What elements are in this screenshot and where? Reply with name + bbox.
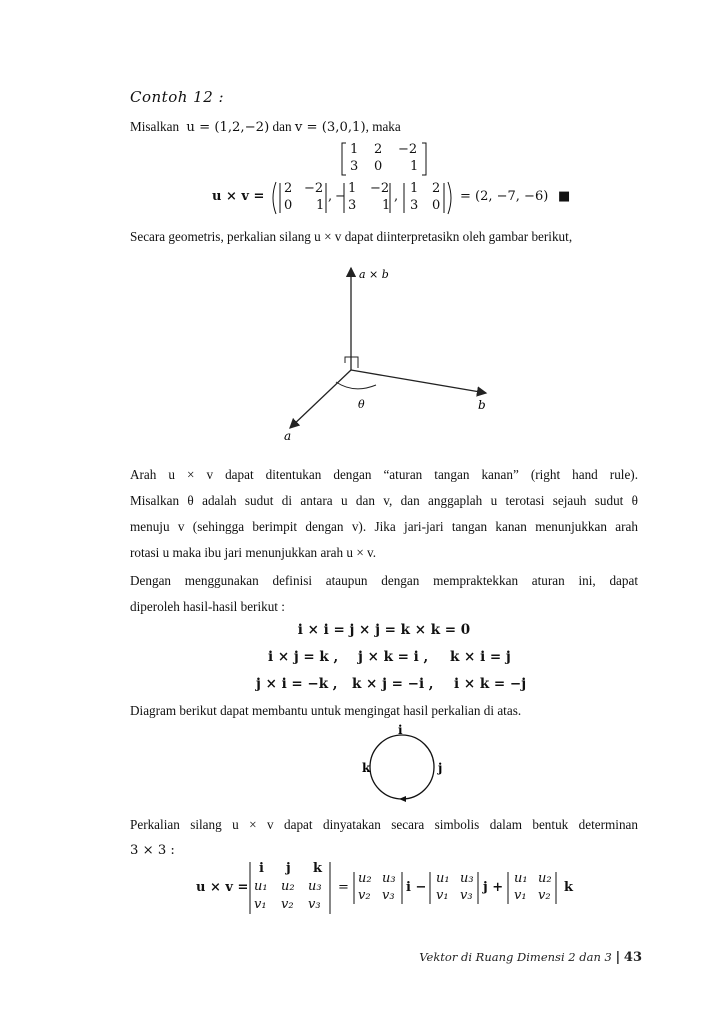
det-cell: u₁ [254,879,268,894]
cycle-label-i: i [398,723,403,737]
cycle-circle [370,735,434,799]
b-vector [351,370,486,393]
det-cell: u₁ [514,871,528,886]
det-lhs: u × v = [196,880,249,895]
identity-jxi: j × i = −k , [256,676,338,692]
det-cell: 0 [284,198,293,213]
det-cell: −2 [370,181,390,196]
identity-line-1: i × i = j × j = k × k = 0 [297,622,471,638]
det-cell: v₂ [358,888,371,903]
intro-prefix: Misalkan [130,119,180,134]
u-definition: u = (1,2,−2) [186,120,270,135]
para-rhr-line2: Misalkan θ adalah sudut di antara u dan v, dan anggaplah u terotasi sejauh sudut θ [130,493,638,508]
det-cell: v₂ [281,897,294,912]
identity-kxj: k × j = −i , [352,676,434,692]
determinant-formula [196,860,596,916]
det-cell: v₃ [382,888,395,903]
det-cell: 3 [410,198,419,213]
det-cell: −2 [304,181,324,196]
det-cell: u₁ [436,871,450,886]
det-cell: u₂ [281,879,295,894]
det-cell: u₃ [382,871,396,886]
ijk-cycle-diagram [350,722,460,810]
det-cell: u₃ [460,871,474,886]
para-determinant-line2: 3 × 3 : [130,843,175,858]
det-sep: , [394,189,399,204]
cross-result-value: = (2, −7, −6) [460,189,549,204]
det-cell: 1 [410,181,419,196]
label-a: a [284,429,292,443]
det-cell: u₂ [538,871,552,886]
det-cell: 1 [316,198,325,213]
cross-product-result [212,180,592,216]
v-definition: v = (3,0,1) [294,120,366,135]
identity-ixk: i × k = −j [454,676,527,692]
det-cell-k: k [313,861,323,876]
det-minus: − [335,189,346,204]
matrix-cell: 1 [350,142,359,157]
para-diagram-intro: Diagram berikut dapat membantu untuk mengingat hasil perkalian di atas. [130,703,522,718]
para-rhr-line3: menuju v (sehingga berimpit dengan v). Jika jari-jari tangan kanan menunjukkan arah [130,519,638,534]
matrix-cell: 1 [410,159,419,174]
intro-suffix: , maka [365,119,401,134]
matrix-cell: −2 [398,142,418,157]
para-rhr-line4: rotasi u maka ibu jari menunjukkan arah u × v. [130,545,377,560]
det-cell: v₃ [308,897,321,912]
label-b: b [478,398,486,412]
det-term-j: j + [483,880,504,895]
det-cell: 2 [284,181,293,196]
cross-product-figure [270,258,510,448]
identity-kxi: k × i = j [450,649,511,665]
matrix-cell: 3 [350,159,359,174]
identity-ixj: i × j = k , [268,649,339,665]
det-cell: v₁ [514,888,527,903]
det-cell: 3 [348,198,357,213]
a-vector [290,370,351,428]
cycle-label-j: j [438,761,443,775]
theta-arc [336,382,376,389]
intro-and: dan [272,119,292,134]
det-cell: 2 [432,181,441,196]
det-cell: u₃ [308,879,322,894]
det-cell: v₃ [460,888,473,903]
det-cell: 0 [432,198,441,213]
det-cell: v₂ [538,888,551,903]
det-sep: , [328,189,333,204]
footer-separator: | [615,950,621,965]
para-example-intro [130,118,638,137]
label-theta: θ [358,398,365,411]
det-cell-i: i [259,861,264,876]
label-axb: a × b [359,268,389,281]
det-cell-j: j [286,861,291,876]
para-geometric: Secara geometris, perkalian silang u × v dapat diinterpretasikn oleh gambar berikut, [130,229,573,244]
det-term-k: k [564,880,574,895]
matrix-cell: 0 [374,159,383,174]
det-cell: v₁ [254,897,267,912]
det-cell: u₂ [358,871,372,886]
para-results-line2: diperoleh hasil-hasil berikut : [130,599,285,614]
example-heading: Contoh 12 : [130,88,225,106]
identity-jxk: j × k = i , [358,649,429,665]
det-eq: = [338,880,349,895]
det-cell: 1 [382,198,391,213]
det-cell: 1 [348,181,357,196]
matrix-2x3 [340,141,428,177]
footer-title: Vektor di Ruang Dimensi 2 dan 3 [419,950,612,964]
para-rhr-line1: Arah u × v dapat ditentukan dengan “aturan tangan kanan” (right hand rule). [130,467,638,482]
cycle-arrow-icon [399,796,406,802]
det-term-i: i − [406,880,427,895]
page-number: 43 [623,950,642,965]
cycle-label-k: k [362,761,371,775]
para-results-line1: Dengan menggunakan definisi ataupun dengan mempraktekkan aturan ini, dapat [130,573,638,588]
qed-mark: ■ [558,189,571,204]
det-cell: v₁ [436,888,449,903]
page-footer [419,950,642,965]
cross-lhs: u × v = [212,189,265,204]
para-determinant-line1: Perkalian silang u × v dapat dinyatakan secara simbolis dalam bentuk determinan [130,817,638,832]
matrix-cell: 2 [374,142,383,157]
